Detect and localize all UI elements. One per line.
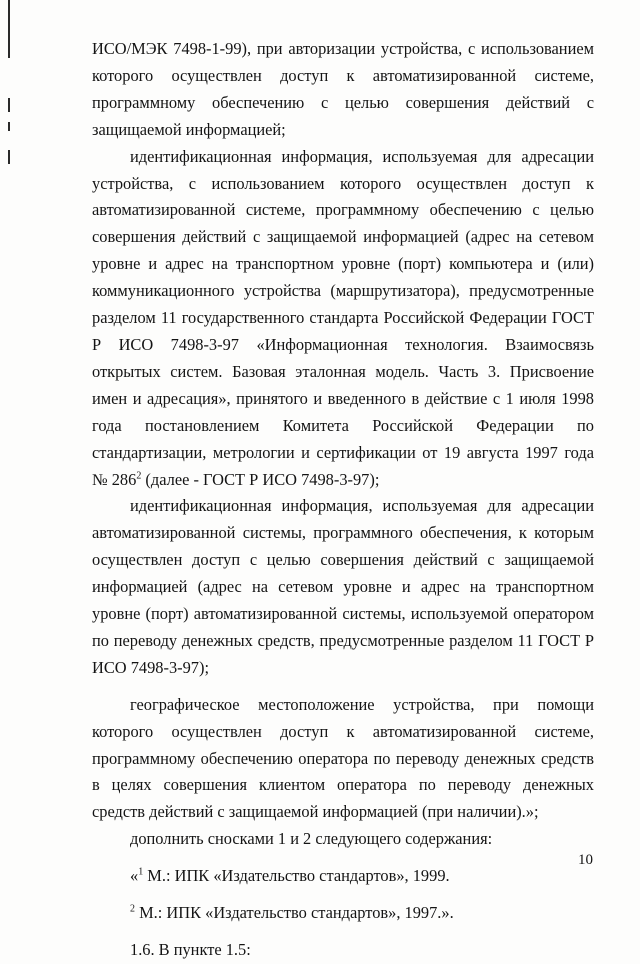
footnote-2 [92, 900, 594, 927]
page-number: 10 [578, 852, 593, 868]
footnote-ref: 2 [136, 470, 142, 482]
footnote-number: 2 [130, 903, 135, 915]
paragraph-system-address [92, 493, 594, 681]
footnote-quote: « [130, 866, 139, 886]
footnote-text: М.: ИПК «Издательство стандартов», 1997.». [135, 903, 454, 923]
paragraph-text-tail: (далее - ГОСТ Р ИСО 7498-3-97); [141, 469, 380, 489]
scan-edge-mark [8, 150, 10, 164]
paragraph-text: дополнить сносками 1 и 2 следующего содержания: [130, 829, 493, 849]
footnote-text: М.: ИПК «Издательство стандартов», 1999. [143, 866, 450, 886]
paragraph-text: идентификационная информация, используемая для адресации автоматизированной системы, программного обеспечения, к которым осуществлен доступ с целью совершения действий с защищаемой информацией (адрес на сетевом уровне и адрес на транспортном уровне (порт) автоматизированной системы, используемой оператором по переводу денежных средств, предусмотренные разделом 11 ГОСТ Р ИСО 7498-3-97); [92, 496, 594, 677]
document-body [92, 36, 594, 964]
footnote-1 [92, 863, 594, 890]
paragraph-text: ИСО/МЭК 7498-1-99), при авторизации устройства, с использованием которого осуществлен доступ к автоматизированной системе, программному обеспечению с целью совершения действий с защищаемой информацией; [92, 39, 594, 139]
paragraph-device-address [92, 144, 594, 494]
paragraph-text: 1.6. В пункте 1.5: [130, 940, 251, 959]
paragraph-geolocation [92, 692, 594, 827]
paragraph-clause-heading [92, 937, 594, 964]
scan-edge-mark [8, 98, 10, 112]
paragraph-text: географическое местоположение устройства, при помощи которого осуществлен доступ к автоматизированной системе, программному обеспечению оператора по переводу денежных средств в целях совершения клиентом оператора по переводу денежных средств действий с защищаемой информацией (при наличии).»; [92, 694, 594, 822]
scan-edge-mark [8, 122, 10, 131]
paragraph-continuation [92, 36, 594, 144]
scan-edge-mark [8, 0, 10, 58]
footnote-number: 1 [138, 866, 144, 878]
paragraph-footnotes-intro [92, 826, 594, 853]
paragraph-text: идентификационная информация, используемая для адресации устройства, с использованием которого осуществлен доступ к автоматизированной системе, программному обеспечению с целью совершения действий с защищаемой информацией (адрес на сетевом уровне и адрес на транспортном уровне (порт) компьютера и (или) коммуникационного устройства (маршрутизатора), предусмотренные разделом 11 государственного стандарта Российской Федерации ГОСТ Р ИСО 7498-3-97 «Информационная технология. Взаимосвязь открытых систем. Базовая эталонная модель. Часть 3. Присвоение имен и адресация», принятого и введенного в действие с 1 июля 1998 года постановлением Комитета Российской Федерации по стандартизации, метрологии и сертификации от 19 августа 1997 года № 286 [92, 146, 594, 489]
